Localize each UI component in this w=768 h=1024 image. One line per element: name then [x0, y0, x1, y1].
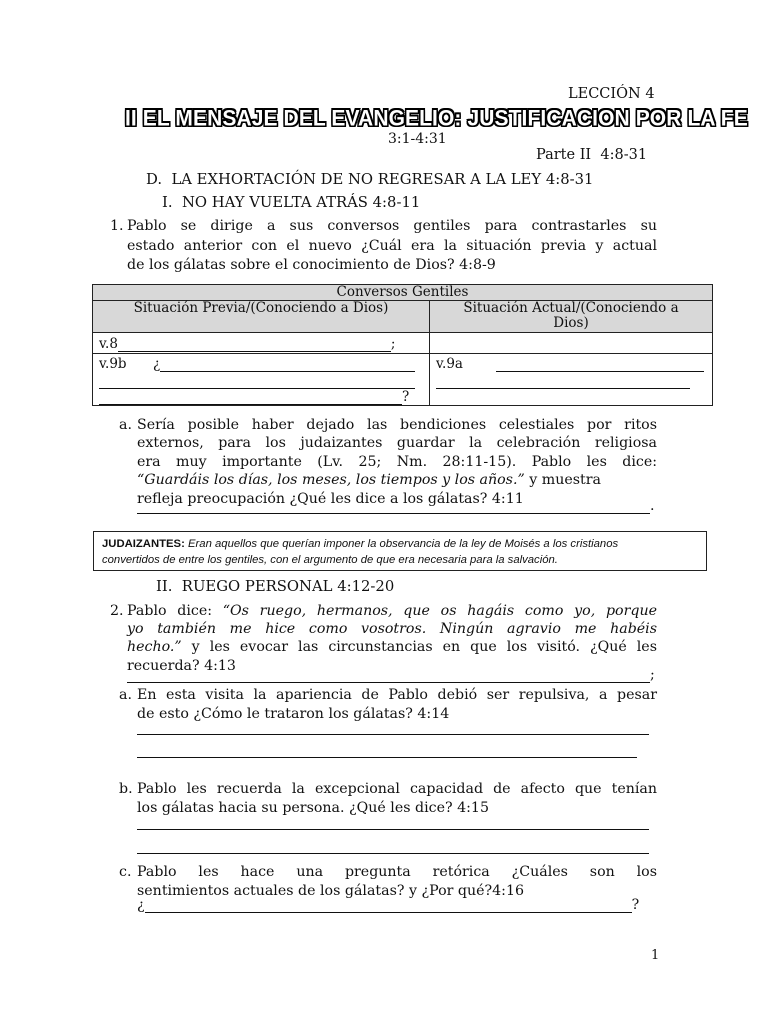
- question-a-text-tail: y muestra: [524, 472, 601, 489]
- note-line: [102, 536, 698, 552]
- scripture-quote: “Os ruego, hermanos, que os hagáis como yo, porque: [222, 603, 657, 619]
- page-title: II EL MENSAJE DEL EVANGELIO: JUSTIFICACION POR LA FE: [125, 106, 748, 131]
- question-2-text-tail: y les evocar las circunstancias en que los visitó. ¿Qué les: [181, 639, 657, 656]
- section-ii-heading: II. RUEGO PERSONAL 4:12-20: [156, 578, 395, 595]
- chapter-range: 3:1-4:31: [388, 131, 447, 147]
- question-a-letter: a.: [119, 417, 132, 433]
- scripture-quote: “Guardáis los días, los meses, los tiempos y los años.”: [137, 472, 525, 489]
- note-label: JUDAIZANTES:: [102, 538, 185, 550]
- question-2c-text: [137, 863, 657, 900]
- punctuation: ?: [402, 389, 410, 405]
- question-a-line: refleja preocupación ¿Qué les dice a los gálatas? 4:11: [137, 490, 524, 507]
- table-cell-v9a: [430, 354, 713, 406]
- question-1-text: [127, 217, 657, 276]
- punctuation: .: [650, 498, 655, 514]
- lesson-label: LECCIÓN 4: [568, 86, 655, 102]
- verse-label-v8: v.8: [99, 336, 118, 352]
- question-2-prefix: Pablo dice:: [127, 603, 223, 619]
- question-a-line: era muy importante (Lv. 25; Nm. 28:11-15). Pablo les dice:: [137, 453, 657, 470]
- punctuation: ;: [390, 336, 396, 352]
- note-line: convertidos de entre los gentiles, con el argumento de que era necesaria para la salvación.: [102, 554, 558, 566]
- punctuation: ;: [650, 667, 655, 683]
- question-2-number: 2.: [110, 603, 124, 619]
- answer-blank[interactable]: [137, 743, 637, 758]
- punctuation: ¿: [137, 897, 145, 913]
- note-text: Eran aquellos que querían imponer la observancia de la ley de Moisés a los cristianos: [184, 538, 619, 550]
- question-a-line: externos, para los judaizantes guardar la celebración religiosa: [137, 435, 657, 452]
- question-2-line: recuerda? 4:13: [127, 657, 236, 674]
- answer-blank[interactable]: [99, 390, 402, 405]
- question-a-line: Sería posible haber dejado las bendiciones celestiales por ritos: [137, 417, 657, 433]
- answer-blank[interactable]: [99, 374, 415, 389]
- question-a-quote-line: [137, 471, 657, 489]
- question-2a-line: de esto ¿Cómo le trataron los gálatas? 4:14: [137, 705, 450, 722]
- punctuation: ¿: [153, 356, 161, 372]
- question-2c-line: Pablo les hace una pregunta retórica ¿Cuáles son los: [137, 864, 657, 880]
- verse-label-v9b: v.9b: [99, 356, 127, 372]
- question-2b-line: Pablo les recuerda la excepcional capacidad de afecto que tenían: [137, 781, 657, 797]
- question-2a-letter: a.: [119, 687, 132, 703]
- answer-blank[interactable]: [145, 898, 632, 913]
- answer-blank[interactable]: [118, 337, 391, 352]
- gentile-converts-table: [92, 284, 713, 406]
- question-2c-line: sentimientos actuales de los gálatas? y ¿Por qué?4:16: [137, 882, 525, 899]
- question-2b-letter: b.: [119, 781, 133, 797]
- question-1-line: de los gálatas sobre el conocimiento de Dios? 4:8-9: [127, 257, 496, 273]
- answer-blank[interactable]: [127, 668, 650, 683]
- table-header-current-line: Situación Actual/(Conociendo a: [463, 300, 679, 316]
- table-header-current-line: Dios): [553, 315, 589, 331]
- answer-blank[interactable]: [496, 357, 704, 372]
- answer-blank[interactable]: [137, 815, 649, 830]
- scripture-quote: yo también me hice como vosotros. Ningún agravio me habéis: [127, 621, 657, 638]
- question-a-text: [137, 416, 657, 508]
- question-1-number: 1.: [110, 218, 124, 234]
- part-label: Parte II 4:8-31: [536, 147, 648, 163]
- question-2a-text: [137, 686, 657, 723]
- question-2c-letter: c.: [119, 864, 132, 880]
- punctuation: ?: [631, 897, 640, 913]
- question-2-text: [127, 602, 657, 675]
- answer-blank[interactable]: [160, 357, 415, 372]
- page-number: 1: [651, 948, 660, 963]
- answer-blank[interactable]: [137, 839, 649, 854]
- table-header-previous: Situación Previa/(Conociendo a Dios): [93, 301, 430, 333]
- table-title: Conversos Gentiles: [93, 285, 713, 301]
- section-d-heading: D. LA EXHORTACIÓN DE NO REGRESAR A LA LEY 4:8-31: [146, 171, 594, 188]
- table-header-current: [430, 301, 713, 333]
- table-cell-v9b: [93, 354, 430, 406]
- verse-label-v9a: v.9a: [436, 356, 463, 372]
- question-2-line: [127, 638, 657, 656]
- question-1-line: Pablo se dirige a sus conversos gentiles para contrastarles su: [127, 218, 657, 234]
- answer-line-2c: [137, 897, 639, 913]
- judaizantes-note: [93, 531, 707, 571]
- question-2-line: [127, 602, 657, 620]
- question-2b-text: [137, 780, 657, 817]
- answer-blank[interactable]: [436, 374, 690, 389]
- answer-blank[interactable]: [137, 499, 650, 514]
- answer-blank[interactable]: [137, 720, 649, 735]
- question-2a-line: En esta visita la apariencia de Pablo debió ser repulsiva, a pesar: [137, 687, 657, 703]
- table-cell-empty: [430, 333, 713, 354]
- answer-line-a: [137, 498, 655, 514]
- question-1-line: estado anterior con el nuevo ¿Cuál era la situación previa y actual: [127, 237, 657, 254]
- section-i-heading: I. NO HAY VUELTA ATRÁS 4:8-11: [162, 194, 421, 211]
- answer-line-2: [127, 667, 655, 683]
- scripture-quote: hecho.”: [127, 639, 182, 656]
- table-cell-v8: [93, 333, 430, 354]
- question-2b-line: los gálatas hacia su persona. ¿Qué les dice? 4:15: [137, 799, 489, 816]
